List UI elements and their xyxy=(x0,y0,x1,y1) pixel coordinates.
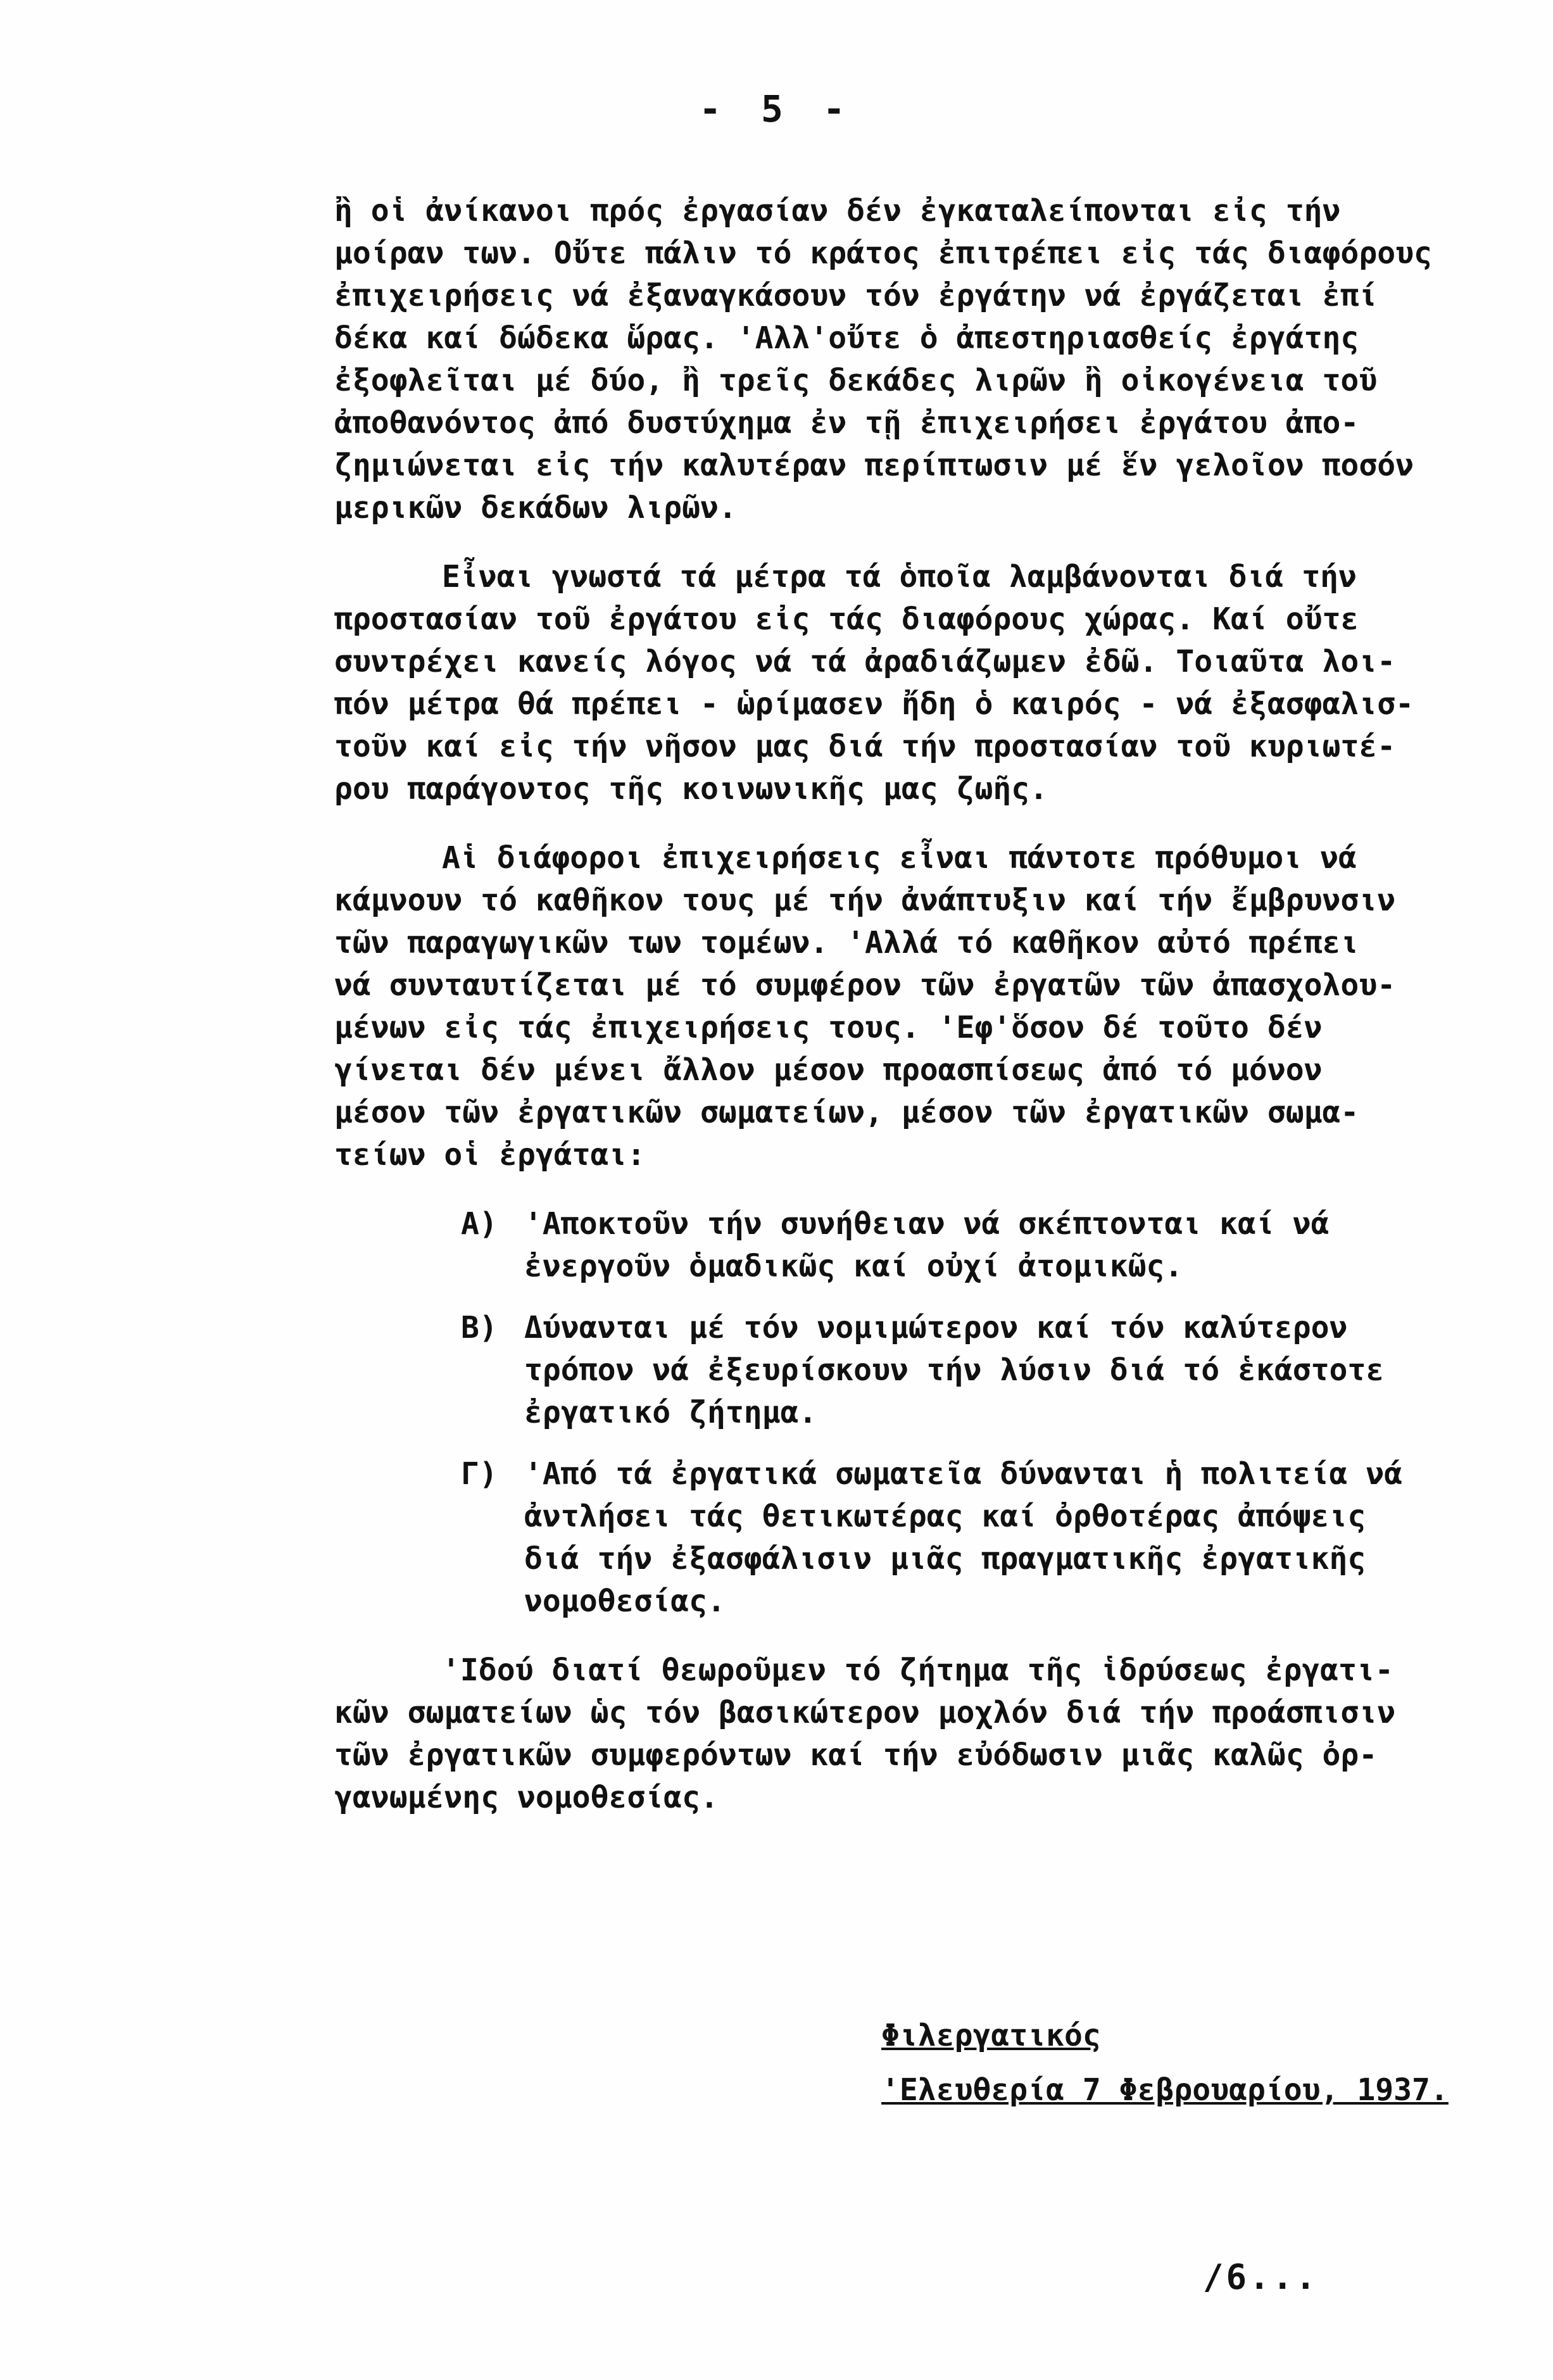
text-line: μένων εἰς τάς ἐπιχειρήσεις τους. 'Εφ'ὅσον δέ τοῦτο δέν xyxy=(334,1010,1323,1045)
page-number: - 5 - xyxy=(699,87,854,130)
text-line: Δύνανται μέ τόν νομιμώτερον καί τόν καλύτερον xyxy=(524,1310,1348,1345)
signature-name: Φιλεργατικός xyxy=(881,2018,1101,2053)
document-body xyxy=(334,190,1496,1846)
list-item-body xyxy=(524,1453,1496,1623)
text-line: δέκα καί δώδεκα ὥρας. 'Αλλ'οὔτε ὁ ἀπεστηριασθείς ἐργάτης xyxy=(334,320,1359,356)
text-line: νομοθεσίας. xyxy=(524,1584,726,1619)
text-line: ρου παράγοντος τῆς κοινωνικῆς μας ζωῆς. xyxy=(334,771,1048,807)
list-marker: Γ) xyxy=(461,1456,498,1492)
paragraph-1 xyxy=(334,190,1496,529)
text-line: πόν μέτρα θά πρέπει - ὡρίμασεν ἤδη ὁ καιρός - νά ἐξασφαλισ- xyxy=(334,686,1414,722)
text-line: μοίραν των. Οὔτε πάλιν τό κράτος ἐπιτρέπει εἰς τάς διαφόρους xyxy=(334,236,1432,271)
text-line: τοῦν καί εἰς τήν νῆσον μας διά τήν προστασίαν τοῦ κυριωτέ- xyxy=(334,729,1396,764)
text-line: προστασίαν τοῦ ἐργάτου εἰς τάς διαφόρους χώρας. Καί οὔτε xyxy=(334,601,1359,637)
text-line: ἀντλήσει τάς θετικωτέρας καί ὀρθοτέρας ἀπόψεις xyxy=(524,1499,1366,1534)
text-line: διά τήν ἐξασφάλισιν μιᾶς πραγματικῆς ἐργατικῆς xyxy=(524,1541,1366,1577)
text-line: Εἶναι γνωστά τά μέτρα τά ὁποῖα λαμβάνονται διά τήν xyxy=(442,559,1357,595)
text-line: 'Από τά ἐργατικά σωματεῖα δύνανται ἡ πολιτεία νά xyxy=(524,1456,1403,1492)
paragraph-2 xyxy=(334,556,1496,810)
enumerated-list xyxy=(334,1203,1496,1623)
list-marker: Α) xyxy=(461,1206,498,1242)
text-line: 'Αποκτοῦν τήν συνήθειαν νά σκέπτονται καί νά xyxy=(524,1206,1330,1242)
closing-paragraph xyxy=(334,1649,1496,1819)
text-line: ἢ οἱ ἀνίκανοι πρός ἐργασίαν δέν ἐγκαταλείπονται εἰς τήν xyxy=(334,193,1341,229)
text-line: τῶν παραγωγικῶν των τομέων. 'Αλλά τό καθῆκον αὐτό πρέπει xyxy=(334,925,1359,960)
continuation-marker: /6... xyxy=(1203,2257,1319,2297)
signature-block xyxy=(881,2008,1449,2117)
text-line: 'Ιδού διατί θεωροῦμεν τό ζήτημα τῆς ἱδρύσεως ἐργατι- xyxy=(442,1653,1393,1688)
text-line: τείων οἱ ἐργάται: xyxy=(334,1137,646,1173)
text-line: γανωμένης νομοθεσίας. xyxy=(334,1780,719,1815)
text-line: συντρέχει κανείς λόγος νά τά ἀραδιάζωμεν ἐδῶ. Τοιαῦτα λοι- xyxy=(334,644,1396,679)
text-line: τῶν ἐργατικῶν συμφερόντων καί τήν εὐόδωσιν μιᾶς καλῶς ὀρ- xyxy=(334,1737,1378,1773)
text-line: ἐνεργοῦν ὁμαδικῶς καί οὐχί ἀτομικῶς. xyxy=(524,1249,1183,1284)
list-item-body xyxy=(524,1203,1496,1288)
list-item-body xyxy=(524,1307,1496,1434)
signature-place-date: 'Ελευθερία 7 Φεβρουαρίου, 1937. xyxy=(881,2072,1449,2108)
text-line: κάμνουν τό καθῆκον τους μέ τήν ἀνάπτυξιν καί τήν ἔμβρυνσιν xyxy=(334,883,1396,918)
text-line: ἐξοφλεῖται μέ δύο, ἢ τρεῖς δεκάδες λιρῶν ἢ οἰκογένεια τοῦ xyxy=(334,363,1378,398)
list-item-a xyxy=(334,1203,1496,1288)
text-line: μερικῶν δεκάδων λιρῶν. xyxy=(334,490,737,526)
text-line: μέσον τῶν ἐργατικῶν σωματείων, μέσον τῶν ἐργατικῶν σωμα- xyxy=(334,1095,1359,1130)
text-line: Αἱ διάφοροι ἐπιχειρήσεις εἶναι πάντοτε πρόθυμοι νά xyxy=(442,840,1357,876)
list-item-b xyxy=(334,1307,1496,1434)
text-line: νά συνταυτίζεται μέ τό συμφέρον τῶν ἐργατῶν τῶν ἀπασχολου- xyxy=(334,967,1396,1003)
text-line: ἐπιχειρήσεις νά ἐξαναγκάσουν τόν ἐργάτην νά ἐργάζεται ἐπί xyxy=(334,278,1378,313)
text-line: ζημιώνεται εἰς τήν καλυτέραν περίπτωσιν μέ ἕν γελοῖον ποσόν xyxy=(334,448,1414,483)
paragraph-3 xyxy=(334,837,1496,1176)
list-item-c xyxy=(334,1453,1496,1623)
list-marker: Β) xyxy=(461,1310,498,1345)
text-line: ἐργατικό ζήτημα. xyxy=(524,1395,817,1430)
text-line: γίνεται δέν μένει ἄλλον μέσον προασπίσεως ἀπό τό μόνον xyxy=(334,1052,1323,1088)
text-line: ἀποθανόντος ἀπό δυστύχημα ἐν τῇ ἐπιχειρήσει ἐργάτου ἀπο- xyxy=(334,405,1359,441)
text-line: τρόπον νά ἐξευρίσκουν τήν λύσιν διά τό ἑκάστοτε xyxy=(524,1352,1385,1388)
text-line: κῶν σωματείων ὡς τόν βασικώτερον μοχλόν διά τήν προάσπισιν xyxy=(334,1695,1396,1730)
